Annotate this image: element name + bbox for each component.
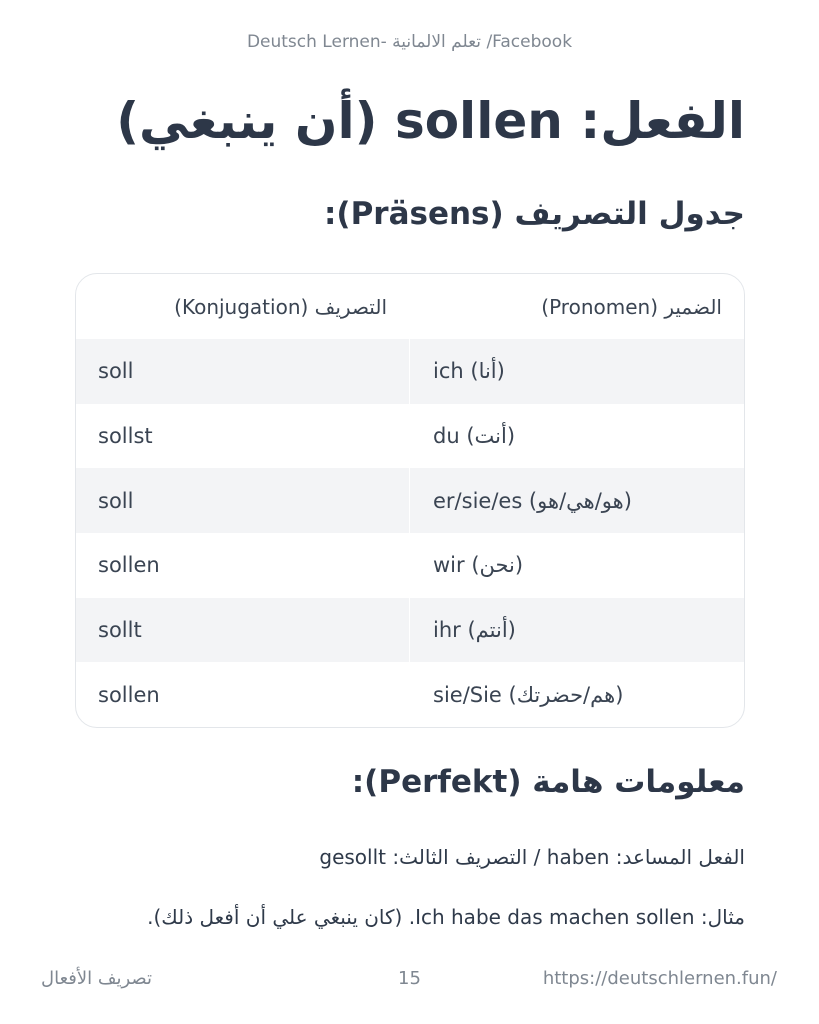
page-number: 15: [398, 968, 421, 989]
pronoun-cell: sie/Sie (هم/حضرتك): [433, 682, 624, 707]
auxiliary-verb-info: الفعل المساعد: haben / التصريف الثالث: gesollt: [319, 845, 745, 869]
conjugation-cell: soll: [76, 468, 410, 533]
column-header-pronoun: الضمير (Pronomen): [541, 294, 722, 319]
conjugation-section-title: جدول التصريف (Präsens):: [324, 196, 745, 232]
table-row: [76, 662, 744, 727]
table-row: [76, 598, 744, 663]
pronoun-cell: ihr (أنتم): [433, 618, 516, 643]
table-row: [76, 533, 744, 598]
conjugation-cell: sollen: [76, 533, 410, 598]
table-row: [76, 404, 744, 469]
page-credit: Facebook/ تعلم الالمانية -Deutsch Lernen: [246, 32, 573, 52]
column-header-conjugation: التصريف (Konjugation): [76, 274, 410, 339]
perfekt-section-title: معلومات هامة (Perfekt):: [351, 764, 745, 800]
pronoun-cell: er/sie/es (هو/هي/هو): [433, 488, 632, 513]
example-sentence: مثال: Ich habe das machen sollen. (كان ينبغي علي أن أفعل ذلك).: [147, 905, 745, 929]
conjugation-cell: sollen: [76, 662, 410, 727]
pronoun-cell: wir (نحن): [433, 553, 524, 578]
footer-url-link[interactable]: https://deutschlernen.fun/: [542, 968, 777, 989]
conjugation-cell: sollst: [76, 404, 410, 469]
conjugation-cell: sollt: [76, 598, 410, 663]
page-title: الفعل: sollen (أن ينبغي): [116, 92, 745, 150]
table-row: [76, 468, 744, 533]
footer-section-label: تصريف الأفعال: [41, 968, 153, 989]
conjugation-table: [75, 273, 745, 728]
conjugation-cell: soll: [76, 339, 410, 404]
table-header-row: [76, 274, 744, 339]
table-row: [76, 339, 744, 404]
pronoun-cell: du (أنت): [433, 424, 516, 449]
pronoun-cell: ich (أنا): [433, 359, 505, 384]
